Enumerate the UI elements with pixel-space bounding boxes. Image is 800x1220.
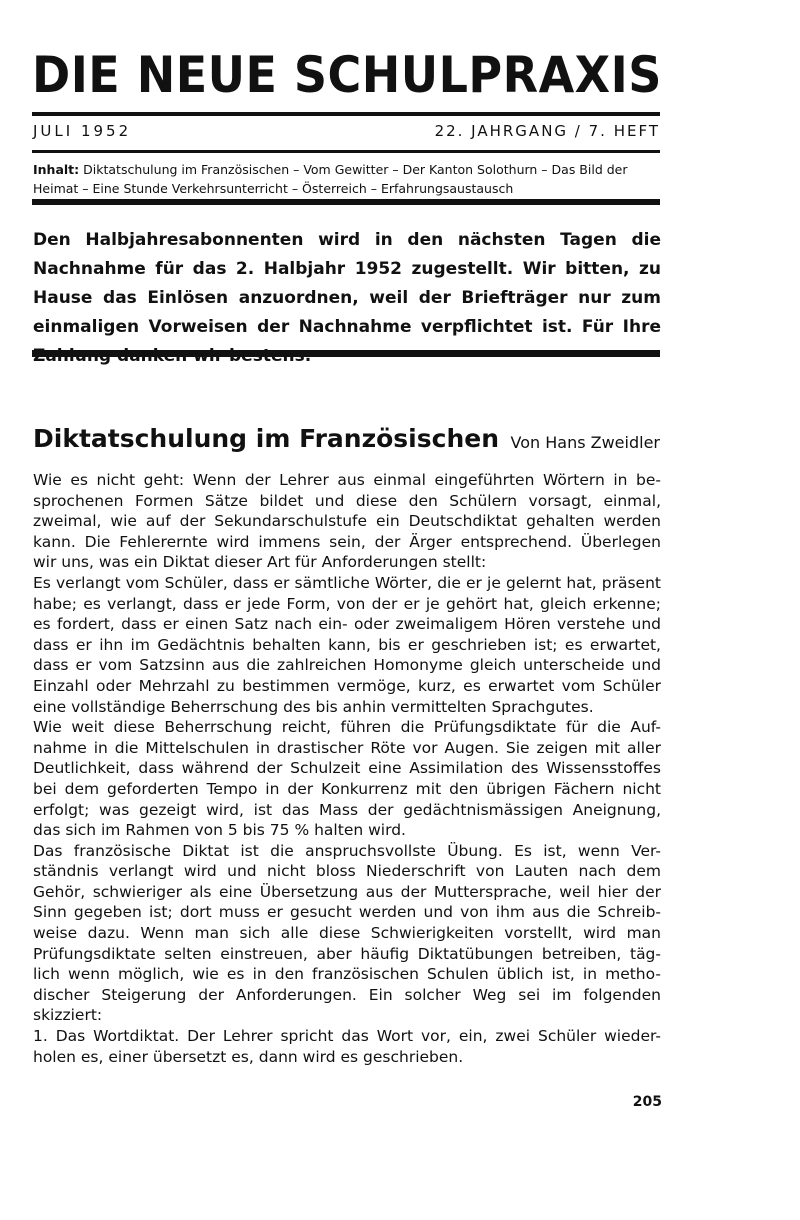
contents-label: Inhalt:	[33, 162, 80, 177]
contents-text: Diktatschulung im Französischen – Vom Gewitter – Der Kanton Solothurn – Das Bild der Heimat – Eine Stunde Verkehrsunterricht – Österreich – Erfahrungsaustausch	[33, 162, 628, 196]
article-line: Das französische Diktat ist die anspruchsvollste Übung. Es ist, wenn Ver-	[33, 841, 661, 860]
article-line: erfolgt; was gezeigt wird, ist das Mass der gedächtnismässigen Aneignung,	[33, 800, 661, 819]
article-line: sprochenen Formen Sätze bildet und diese den Schülern vorsagt, einmal,	[33, 491, 661, 510]
contents-rule	[32, 199, 660, 205]
issue-volume: 22. JAHRGANG / 7. HEFT	[434, 122, 660, 140]
article-line: eine vollständige Beherrschung des bis anhin vermittelten Sprachgutes.	[33, 697, 594, 716]
table-of-contents	[33, 160, 661, 198]
article-line: 1. Das Wortdiktat. Der Lehrer spricht das Wort vor, ein, zwei Schüler wieder-	[33, 1027, 661, 1046]
article-line: Sinn gegeben ist; dort muss er gesucht werden und von ihm aus die Schreib-	[33, 903, 661, 922]
notice-rule	[32, 350, 660, 357]
header-rule-middle	[32, 150, 660, 153]
article-title: Diktatschulung im Französischen	[33, 424, 500, 453]
article-line: Es verlangt vom Schüler, dass er sämtliche Wörter, die er je gelernt hat, präsent	[33, 573, 661, 592]
article-line: Einzahl oder Mehrzahl zu bestimmen vermöge, kurz, es erwartet vom Schüler	[33, 676, 661, 695]
article-author: Von Hans Zweidler	[510, 433, 660, 452]
page-number: 205	[632, 1094, 662, 1110]
article-line: nahme in die Mittelschulen in drastischer Röte vor Augen. Sie zeigen mit aller	[33, 738, 661, 757]
article-line: Prüfungsdiktate selten einstreuen, aber häufig Diktatübungen betreiben, täg-	[33, 944, 661, 963]
article-line: dass er ihn im Gedächtnis behalten kann, bis er geschrieben ist; es erwartet,	[33, 635, 661, 654]
article-line: discher Steigerung der Anforderungen. Ein solcher Weg sei im folgenden	[33, 985, 661, 1004]
article-line: das sich im Rahmen von 5 bis 75 % halten wird.	[33, 821, 406, 840]
article-line: wir uns, was ein Diktat dieser Art für Anforderungen stellt:	[33, 553, 487, 572]
article-line: dass er vom Satzsinn aus die zahlreichen Homonyme gleich unterscheide und	[33, 656, 661, 675]
article-line: Gehör, schwieriger als eine Übersetzung aus der Muttersprache, weil hier der	[33, 882, 661, 901]
article-body	[33, 470, 661, 1067]
article-line: Wie es nicht geht: Wenn der Lehrer aus einmal eingeführten Wörtern in be-	[33, 471, 661, 489]
subscriber-notice: Den Halbjahresabonnenten wird in den nächsten Tagen die Nachnahme für das 2. Halbjahr 1952 zugestellt. Wir bitten, zu Hause das Einlösen anzuordnen, weil der Briefträger nur zum einmaligen Vorweisen der Nachnahme verpflichtet ist. Für Ihre	[33, 230, 661, 337]
article-line: zweimal, wie auf der Sekundarschulstufe ein Deutschdiktat gehalten werden	[33, 512, 661, 531]
article-line: kann. Die Fehlerernte wird immens sein, der Ärger entsprechend. Überlegen	[33, 532, 661, 551]
header-rule-top	[32, 112, 660, 116]
article-line: habe; es verlangt, dass er jede Form, von der er je gehört hat, gleich erkenne;	[33, 594, 661, 613]
article-line: holen es, einer übersetzt es, dann wird es geschrieben.	[33, 1047, 464, 1066]
article-line: weise dazu. Wenn man sich alle diese Schwierigkeiten vorstellt, wird man	[33, 924, 661, 943]
article-line: lich wenn möglich, wie es in den französischen Schulen üblich ist, in metho-	[33, 965, 661, 984]
article-line: Wie weit diese Beherrschung reicht, führen die Prüfungsdiktate für die Auf-	[33, 718, 661, 737]
article-line: bei dem geforderten Tempo in der Konkurrenz mit den übrigen Fächern nicht	[33, 779, 661, 798]
article-line: es fordert, dass er einen Satz nach ein- oder zweimaligem Hören verstehe und	[33, 615, 661, 634]
masthead-title: DIE NEUE SCHULPRAXIS	[32, 46, 662, 104]
article-line: ständnis verlangt wird und nicht bloss Niederschrift von Lauten nach dem	[33, 862, 661, 881]
article-line: Deutlichkeit, dass während der Schulzeit eine Assimilation des Wissensstoffes	[33, 759, 661, 778]
issue-date: JULI 1952	[33, 122, 132, 140]
article-line: skizziert:	[33, 1006, 103, 1025]
